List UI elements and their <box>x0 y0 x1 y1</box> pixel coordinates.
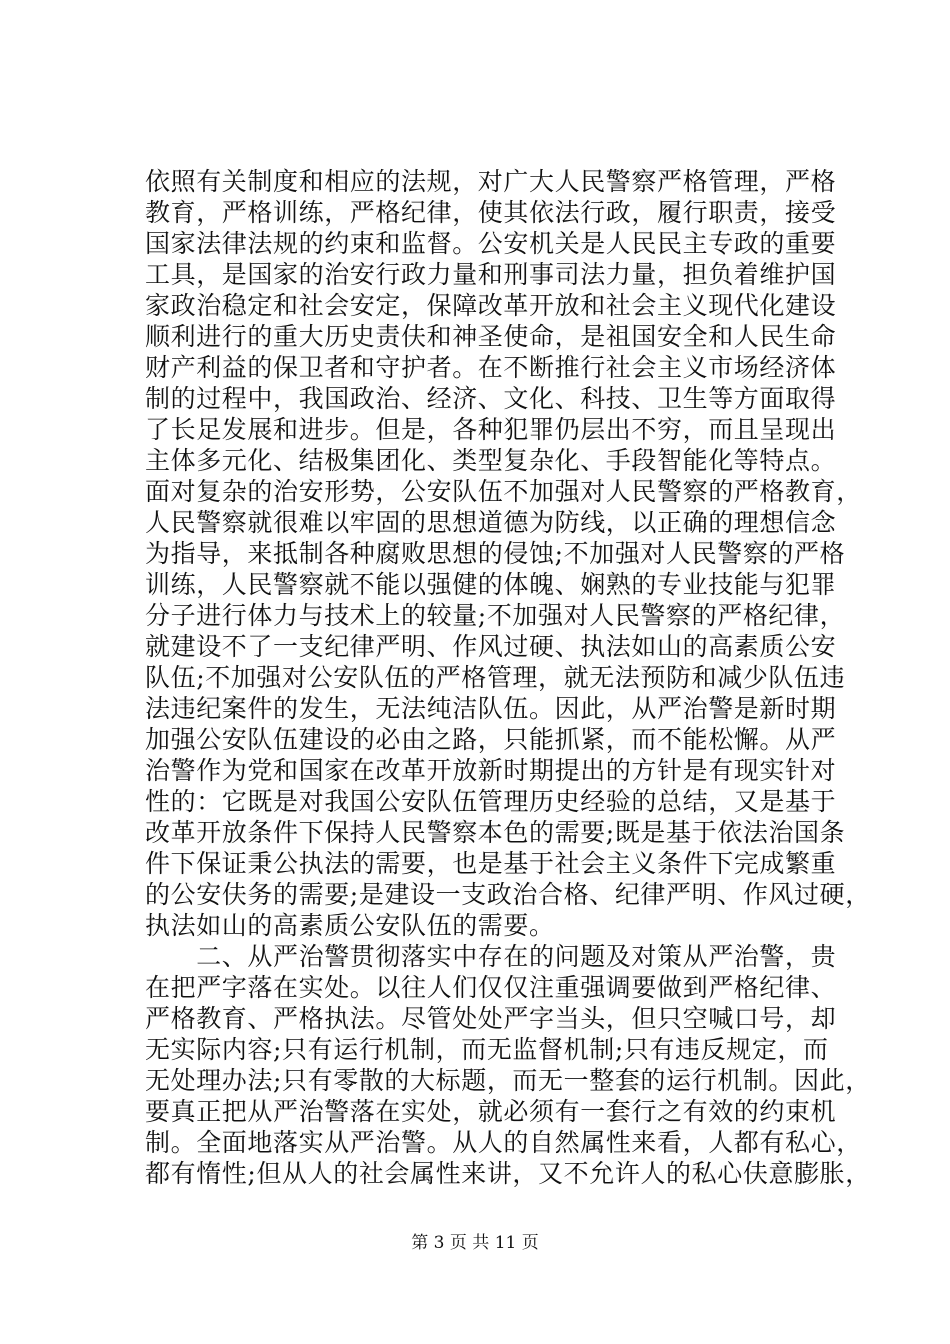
text-line: 就建设不了一支纪律严明、作风过硬、执法如山的高素质公安 <box>145 632 837 661</box>
text-line: 的公安伕务的需要;是建设一支政治合格、纪律严明、作风过硬， <box>145 880 871 909</box>
text-line: 执法如山的高素质公安队伍的需要。 <box>145 911 555 940</box>
text-line: 性的：它既是对我国公安队伍管理历史经验的总结，又是基于 <box>145 787 837 816</box>
text-line: 国家法律法规的约束和监督。公安机关是人民民主专政的重要 <box>145 229 837 258</box>
text-line: 制。全面地落实从严治警。从人的自然属性来看，人都有私心， <box>145 1128 862 1157</box>
text-line: 教育，严格训练，严格纪律，使其依法行政，履行职责，接受 <box>145 198 837 227</box>
text-line: 面对复杂的治安形势，公安队伍不加强对人民警察的严格教育， <box>145 477 862 506</box>
text-line: 改革开放条件下保持人民警察本色的需要;既是基于依法治国条 <box>145 818 846 847</box>
text-line: 加强公安队伍建设的必由之路，只能抓紧，而不能松懈。从严 <box>145 725 837 754</box>
text-line: 了长足发展和进步。但是，各种犯罪仍层出不穷，而且呈现出 <box>145 415 837 444</box>
text-line: 要真正把从严治警落在实处，就必须有一套行之有效的约束机 <box>145 1097 837 1126</box>
text-line: 无实际内容;只有运行机制，而无监督机制;只有违反规定，而 <box>145 1035 829 1064</box>
body-text <box>145 166 871 1189</box>
text-line: 训练，人民警察就不能以强健的体魄、娴熟的专业技能与犯罪 <box>145 570 837 599</box>
text-line: 法违纪案件的发生，无法纯洁队伍。因此，从严治警是新时期 <box>145 694 837 723</box>
text-line: 分子进行体力与技术上的较量;不加强对人民警察的严格纪律， <box>145 601 846 630</box>
text-line: 无处理办法;只有零散的大标题，而无一整套的运行机制。因此， <box>145 1066 871 1095</box>
text-line: 队伍;不加强对公安队伍的严格管理，就无法预防和减少队伍违 <box>145 663 846 692</box>
text-line: 依照有关制度和相应的法规，对广大人民警察严格管理，严格 <box>145 167 837 196</box>
text-line: 顺利进行的重大历史责伕和神圣使命，是祖国安全和人民生命 <box>145 322 837 351</box>
text-line: 工具，是国家的治安行政力量和刑事司法力量，担负着维护国 <box>145 260 837 289</box>
text-line: 都有惰性;但从人的社会属性来讲，又不允许人的私心伕意膨胀， <box>145 1159 871 1188</box>
text-line: 制的过程中，我国政治、经济、文化、科技、卫生等方面取得 <box>145 384 837 413</box>
text-line: 财产利益的保卫者和守护者。在不断推行社会主义市场经济体 <box>145 353 837 382</box>
text-line: 治警作为党和国家在改革开放新时期提出的方针是有现实针对 <box>145 756 837 785</box>
text-line: 为指导，来抵制各种腐败思想的侵蚀;不加强对人民警察的严格 <box>145 539 846 568</box>
text-line: 二、从严治警贯彻落实中存在的问题及对策从严治警，贵 <box>145 942 837 971</box>
text-line: 主体多元化、结极集团化、类型复杂化、手段智能化等特点。 <box>145 446 837 475</box>
text-line: 件下保证秉公执法的需要，也是基于社会主义条件下完成繁重 <box>145 849 837 878</box>
text-line: 家政治稳定和社会安定，保障改革开放和社会主义现代化建设 <box>145 291 837 320</box>
text-line: 人民警察就很难以牢固的思想道德为防线，以正确的理想信念 <box>145 508 837 537</box>
page-footer <box>0 1232 950 1254</box>
text-line: 严格教育、严格执法。尽管处处严字当头，但只空喊口号，却 <box>145 1004 837 1033</box>
text-line: 在把严字落在实处。以往人们仅仅注重强调要做到严格纪律、 <box>145 973 837 1002</box>
page-number: 第 3 页 共 11 页 <box>411 1233 539 1253</box>
